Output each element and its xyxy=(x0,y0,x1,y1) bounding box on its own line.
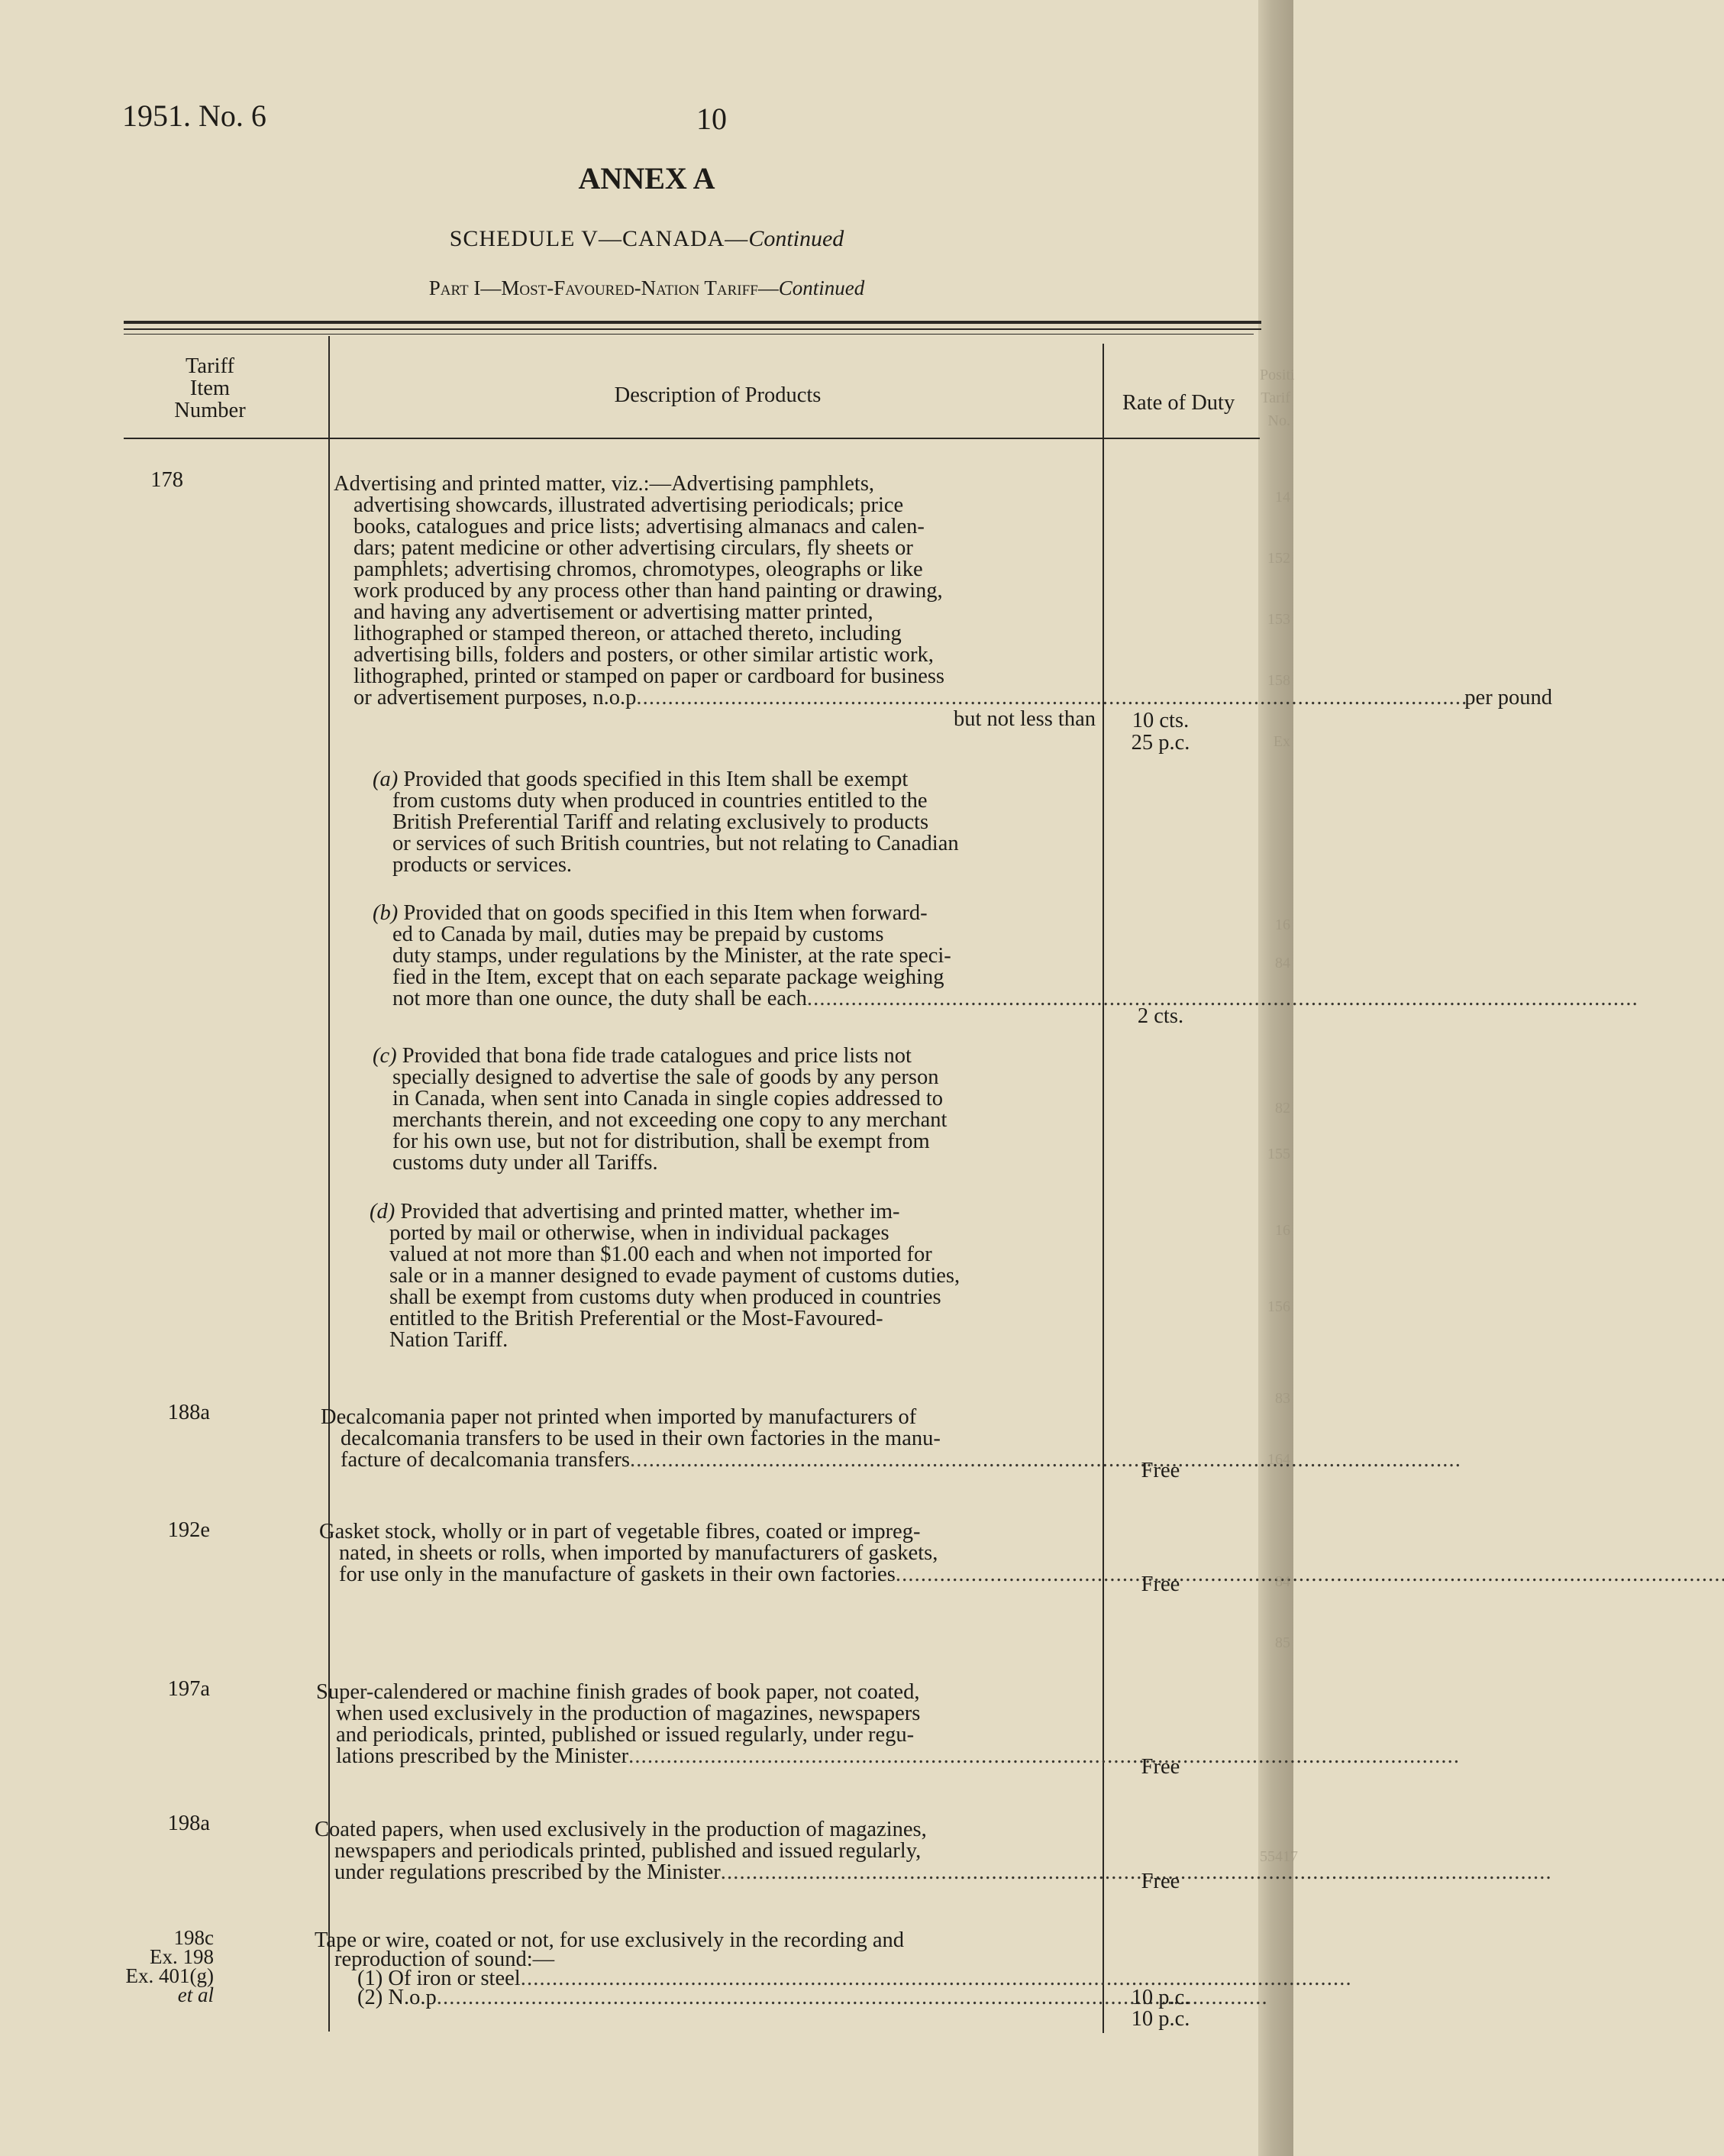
leader-text: facture of decalcomania transfers xyxy=(341,1448,630,1472)
facing-page-fragment: 155 xyxy=(1267,1146,1290,1162)
proviso-b-line: duty stamps, under regulations by the Minister, at the rate speci- xyxy=(392,944,951,968)
desc-leader-line xyxy=(321,1450,1096,1471)
proviso-d-line: (d) Provided that advertising and printed matter, whether im- xyxy=(370,1200,900,1223)
proviso-d-label: (d) xyxy=(370,1200,395,1223)
rate-188a: Free xyxy=(1141,1459,1180,1482)
rate-178-per-pound: 10 cts. xyxy=(1132,709,1190,732)
tariff-item-178: 178 xyxy=(150,468,183,492)
leader-text: under regulations prescribed by the Minister xyxy=(334,1860,721,1884)
leader-text: or advertisement purposes, n.o.p xyxy=(354,686,637,710)
tariff-item-192e: 192e xyxy=(167,1518,210,1542)
facing-page-fragment: Ex xyxy=(1273,733,1290,750)
desc-line: work produced by any process other than hand painting or drawing, xyxy=(354,579,943,603)
desc-line: lithographed, printed or stamped on paper or cardboard for business xyxy=(354,664,945,688)
desc-line: advertising bills, folders and posters, or other similar artistic work, xyxy=(354,643,934,667)
top-rule-thin-2 xyxy=(124,334,1254,335)
leader-text: lations prescribed by the Minister xyxy=(336,1744,629,1768)
facing-page-fragment: 55417 xyxy=(1260,1848,1298,1865)
proviso-b-line: (b) Provided that on goods specified in this Item when forward- xyxy=(373,901,928,925)
proviso-c-line: (c) Provided that bona fide trade catalogues and price lists not xyxy=(373,1044,912,1068)
proviso-c-line: specially designed to advertise the sale of goods by any person xyxy=(392,1065,939,1089)
desc-line: nated, in sheets or rolls, when imported by manufacturers of gaskets, xyxy=(339,1541,938,1565)
proviso-d-line: sale or in a manner designed to evade payment of customs duties, xyxy=(389,1264,960,1288)
proviso-b-leader-line xyxy=(373,988,1096,1010)
proviso-c-line: customs duty under all Tariffs. xyxy=(392,1151,658,1175)
facing-page-fragment: 84 xyxy=(1275,955,1290,971)
proviso-c-line: in Canada, when sent into Canada in single copies addressed to xyxy=(392,1087,944,1110)
tariff-item-ex-401g: Ex. 401(g) xyxy=(125,1964,214,1987)
rate-198a: Free xyxy=(1141,1870,1180,1893)
proviso-c-label: (c) xyxy=(373,1044,397,1068)
facing-page-fragment: 14 xyxy=(1275,489,1290,506)
desc-line: Coated papers, when used exclusively in the production of magazines, xyxy=(315,1818,927,1841)
proviso-b-line: ed to Canada by mail, duties may be prepaid by customs xyxy=(392,923,884,946)
facing-page-fragment: 85 xyxy=(1275,1634,1290,1651)
proviso-c-line: for his own use, but not for distribution, shall be exempt from xyxy=(392,1130,930,1153)
desc-line: pamphlets; advertising chromos, chromotypes, oleographs or like xyxy=(354,558,923,581)
part-title-continued: Continued xyxy=(778,276,865,299)
tariff-item-ex-198: Ex. 198 xyxy=(150,1945,214,1968)
rate-197a: Free xyxy=(1141,1755,1180,1779)
tariff-item-197a: 197a xyxy=(167,1677,210,1701)
document-year-number: 1951. No. 6 xyxy=(122,99,266,133)
tariff-item-198a: 198a xyxy=(167,1812,210,1835)
desc-line: and having any advertisement or advertising matter printed, xyxy=(354,600,873,624)
description-197a xyxy=(316,1682,1096,1767)
tariff-item-198c: 198c xyxy=(173,1926,214,1949)
description-198c xyxy=(315,1928,1096,2009)
desc-line: lithographed or stamped thereon, or attached thereto, including xyxy=(354,622,902,645)
description-198a xyxy=(315,1819,1096,1883)
desc-line: Tape or wire, coated or not, for use exclusively in the recording and xyxy=(315,1928,904,1952)
page-number: 10 xyxy=(696,102,727,136)
leader-text: not more than one ounce, the duty shall be each xyxy=(392,987,807,1010)
facing-page-fragment: Tarif xyxy=(1261,390,1290,406)
proviso-d-line: ported by mail or otherwise, when in individual packages xyxy=(389,1221,889,1245)
part-title xyxy=(0,276,1293,300)
sub-text: (1) Of iron or steel xyxy=(357,1967,521,1990)
facing-page-fragment: 152 xyxy=(1267,550,1290,567)
rate-198c-iron-steel: 10 p.c. xyxy=(1131,1986,1190,2009)
header-rate-of-duty: Rate of Duty xyxy=(1122,391,1235,415)
header-bottom-rule xyxy=(124,438,1260,439)
desc-line: when used exclusively in the production of magazines, newspapers xyxy=(336,1702,921,1725)
desc-line: Advertising and printed matter, viz.:—Advertising pamphlets, xyxy=(334,472,875,496)
rate-192e: Free xyxy=(1141,1573,1180,1596)
facing-page-fragment: 82 xyxy=(1275,1100,1290,1117)
description-192e xyxy=(319,1521,1096,1585)
top-rule-thick xyxy=(124,321,1261,324)
header-tariff-line-1: Tariff xyxy=(186,354,234,378)
desc-line: advertising showcards, illustrated advertising periodicals; price xyxy=(354,493,904,517)
proviso-a-line: from customs duty when produced in countries entitled to the xyxy=(392,789,928,813)
facing-page-fragment: 156 xyxy=(1267,1298,1290,1315)
schedule-title xyxy=(0,226,1293,252)
facing-page-fragment: 83 xyxy=(1275,1390,1290,1407)
proviso-a-label: (a) xyxy=(373,768,399,791)
desc-leader-line xyxy=(319,1564,1096,1585)
desc-line: Gasket stock, wholly or in part of vegetable fibres, coated or impreg- xyxy=(319,1520,921,1543)
header-description: Description of Products xyxy=(614,383,822,407)
page-edge xyxy=(1258,0,1298,2156)
desc-line: Decalcomania paper not printed when imported by manufacturers of xyxy=(321,1405,917,1429)
facing-page-fragment: No. xyxy=(1267,412,1290,429)
part-title-text: Part I—Most-Favoured-Nation Tariff— xyxy=(428,276,779,299)
facing-page-fragment: Positi xyxy=(1260,367,1295,383)
desc-line: newspapers and periodicals printed, published and issued regularly, xyxy=(334,1839,922,1863)
column-divider-2 xyxy=(1103,344,1104,2033)
proviso-c-line: merchants therein, and not exceeding one copy to any merchant xyxy=(392,1108,948,1132)
proviso-b xyxy=(373,903,1096,1010)
column-divider-1 xyxy=(328,336,330,2032)
desc-line: books, catalogues and price lists; advertising almanacs and calen- xyxy=(354,515,925,538)
proviso-b-label: (b) xyxy=(373,901,399,925)
rate-proviso-b: 2 cts. xyxy=(1137,1004,1184,1028)
desc-line: Super-calendered or machine finish grades of book paper, not coated, xyxy=(316,1680,920,1704)
facing-page-fragment: 84 xyxy=(1275,1573,1290,1590)
proviso-d-line: shall be exempt from customs duty when produced in countries xyxy=(389,1285,941,1309)
description-188a xyxy=(321,1407,1096,1471)
facing-page-fragment: 16 xyxy=(1275,916,1290,933)
desc-line: dars; patent medicine or other advertising circulars, fly sheets or xyxy=(354,536,913,560)
top-rule-thin xyxy=(124,328,1261,330)
desc-line: decalcomania transfers to be used in their own factories in the manu- xyxy=(341,1427,941,1450)
tariff-item-188a: 188a xyxy=(167,1401,210,1424)
leader-text: for use only in the manufacture of gaskets in their own factories xyxy=(339,1563,896,1586)
rate-198c-nop: 10 p.c. xyxy=(1131,2007,1190,2031)
facing-page-fragment: 153 xyxy=(1267,611,1290,628)
header-tariff-line-2: Item xyxy=(189,377,231,400)
tariff-items-198c xyxy=(76,1928,214,2005)
proviso-a-line: or services of such British countries, but not relating to Canadian xyxy=(392,832,959,855)
proviso-d xyxy=(370,1201,1096,1351)
proviso-b-line: fied in the Item, except that on each separate package weighing xyxy=(392,965,944,989)
facing-page-fragment: 158 xyxy=(1267,672,1290,689)
header-tariff-item-number xyxy=(122,355,298,422)
proviso-c xyxy=(373,1046,1096,1174)
desc-last-line: but not less than xyxy=(953,707,1096,731)
desc-leader-line xyxy=(334,686,1553,710)
annex-title: ANNEX A xyxy=(578,161,715,196)
rate-178-minimum: 25 p.c. xyxy=(1131,731,1190,755)
proviso-a-line: British Preferential Tariff and relating exclusively to products xyxy=(392,810,929,834)
desc-line: and periodicals, printed, published or issued regularly, under regu- xyxy=(336,1723,915,1747)
tariff-item-et-al: et al xyxy=(177,1983,214,2006)
proviso-a-line: products or services. xyxy=(392,853,573,877)
proviso-d-line: entitled to the British Preferential or the Most-Favoured- xyxy=(389,1307,883,1330)
proviso-d-line: Nation Tariff. xyxy=(389,1328,508,1352)
sub-text: (2) N.o.p xyxy=(357,1986,437,2009)
schedule-title-continued: Continued xyxy=(748,226,844,251)
proviso-d-line: valued at not more than $1.00 each and when not imported for xyxy=(389,1243,932,1266)
proviso-a-line: (a) Provided that goods specified in this Item shall be exempt xyxy=(373,768,909,791)
desc-leader-line xyxy=(316,1746,1096,1767)
leader-end: per pound xyxy=(1464,686,1553,710)
facing-page-fragment: 164 xyxy=(1267,1451,1290,1468)
desc-sub-line-2 xyxy=(315,1988,1096,2007)
header-tariff-line-3: Number xyxy=(174,399,246,422)
proviso-a xyxy=(373,769,1096,876)
facing-page-fragment: 16 xyxy=(1275,1222,1290,1239)
desc-leader-line xyxy=(315,1862,1096,1883)
schedule-title-text: SCHEDULE V—CANADA— xyxy=(449,226,749,251)
desc-line: reproduction of sound:— xyxy=(334,1948,555,1971)
